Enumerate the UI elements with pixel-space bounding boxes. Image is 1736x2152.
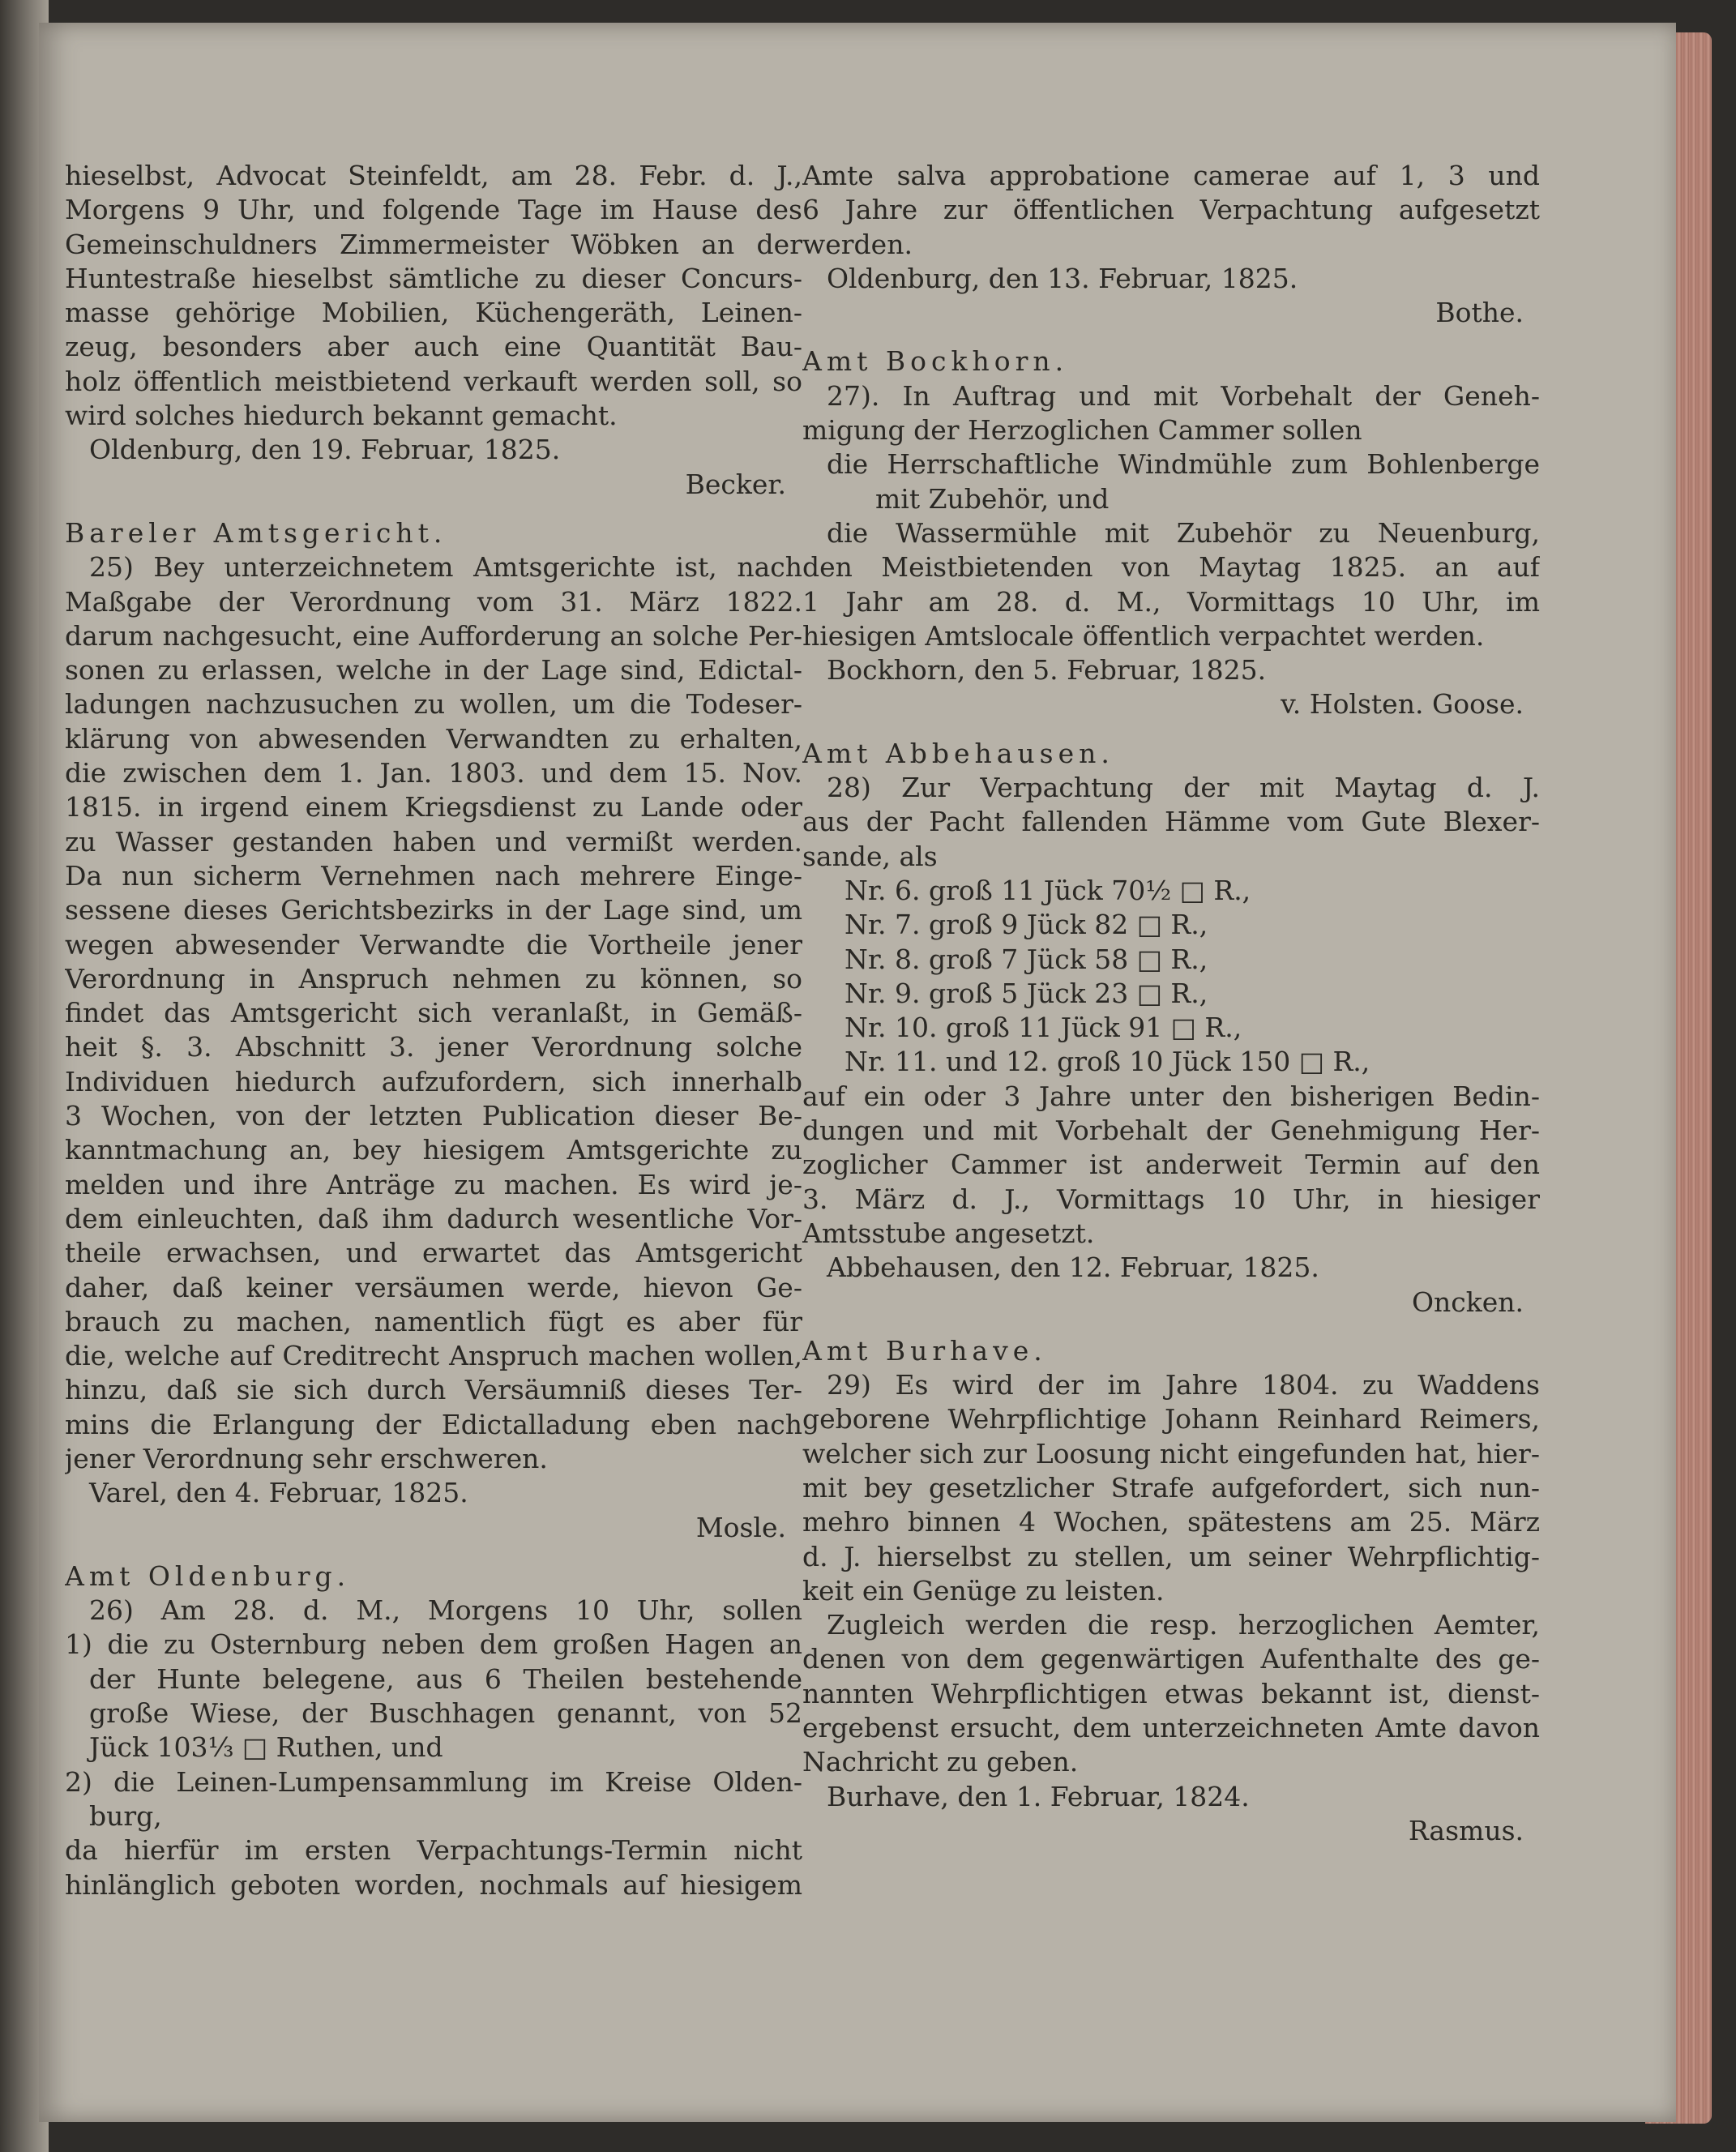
text-line: mit bey gesetzlicher Strafe aufgefordert, sich nun- bbox=[802, 1471, 1540, 1504]
text-line: Amte salva approbatione camerae auf 1, 3 und bbox=[802, 160, 1540, 191]
text-line: Huntestraße hieselbst sämtliche zu dieser Concurs- bbox=[65, 262, 802, 294]
text-line: 1) die zu Osternburg neben dem großen Hagen an bbox=[65, 1628, 802, 1661]
text-line: Burhave, den 1. Februar, 1824. bbox=[827, 1780, 1250, 1812]
text-line: ladungen nachzusuchen zu wollen, um die Todeser- bbox=[65, 688, 802, 721]
text-line: werden. bbox=[802, 228, 913, 260]
text-line: 29) Es wird der im Jahre 1804. zu Waddens bbox=[827, 1369, 1540, 1401]
section-heading: Bareler Amtsgericht. bbox=[65, 516, 447, 549]
signature-line: Mosle. bbox=[695, 1511, 786, 1543]
signature-line: Bothe. bbox=[1435, 297, 1524, 329]
text-line: 25) Bey unterzeichnetem Amtsgerichte ist, nach bbox=[89, 551, 802, 584]
text-line: kanntmachung an, bey hiesigem Amtsgerichte zu bbox=[65, 1134, 802, 1166]
text-line: auf ein oder 3 Jahre unter den bisherigen Bedin- bbox=[802, 1080, 1540, 1112]
text-line: Nr. 10. groß 11 Jück 91 □ R., bbox=[844, 1012, 1242, 1044]
text-line: die zwischen dem 1. Jan. 1803. und dem 15. Nov. bbox=[65, 757, 802, 789]
text-line: zoglicher Cammer ist anderweit Termin auf den bbox=[802, 1149, 1540, 1181]
text-line: keit ein Genüge zu leisten. bbox=[802, 1574, 1165, 1607]
text-line: migung der Herzoglichen Cammer sollen bbox=[802, 414, 1362, 447]
text-line: masse gehörige Mobilien, Küchengeräth, Leinen- bbox=[65, 297, 802, 329]
text-line: 2) die Leinen-Lumpensammlung im Kreise Olden- bbox=[65, 1765, 802, 1798]
text-line: Nr. 9. groß 5 Jück 23 □ R., bbox=[844, 977, 1208, 1009]
text-line: aus der Pacht fallenden Hämme vom Gute Blexer- bbox=[802, 806, 1540, 838]
text-line: Zugleich werden die resp. herzoglichen Aemter, bbox=[827, 1609, 1540, 1641]
signature-line: Rasmus. bbox=[1408, 1814, 1524, 1846]
text-line: da hierfür im ersten Verpachtungs-Termin nicht bbox=[65, 1834, 802, 1867]
text-line: Individuen hiedurch aufzufordern, sich innerhalb bbox=[65, 1065, 802, 1097]
text-line: mit Zubehör, und bbox=[875, 482, 1110, 515]
text-line: 28) Zur Verpachtung der mit Maytag d. J. bbox=[827, 772, 1540, 804]
text-line: welcher sich zur Loosung nicht eingefunden hat, hier- bbox=[802, 1437, 1540, 1470]
text-line: hinlänglich geboten worden, nochmals auf hiesigem bbox=[65, 1868, 802, 1901]
text-line: nannten Wehrpflichtigen etwas bekannt ist, dienst- bbox=[802, 1677, 1540, 1709]
text-line: Nr. 6. groß 11 Jück 70½ □ R., bbox=[844, 874, 1251, 906]
text-line: Maßgabe der Verordnung vom 31. März 1822. bbox=[65, 585, 802, 618]
text-line: sonen zu erlassen, welche in der Lage sind, Edictal- bbox=[65, 654, 802, 687]
text-line: holz öffentlich meistbietend verkauft werden soll, so bbox=[65, 365, 802, 397]
text-line: Nr. 8. groß 7 Jück 58 □ R., bbox=[844, 943, 1208, 975]
text-line: Varel, den 4. Februar, 1825. bbox=[89, 1477, 468, 1509]
text-line: hieselbst, Advocat Steinfeldt, am 28. Febr. d. J., bbox=[65, 160, 802, 191]
text-line: mehro binnen 4 Wochen, spätestens am 25. März bbox=[802, 1506, 1540, 1538]
text-line: jener Verordnung sehr erschweren. bbox=[65, 1442, 548, 1474]
text-line: klärung von abwesenden Verwandten zu erhalten, bbox=[65, 722, 802, 755]
text-line: 6 Jahre zur öffentlichen Verpachtung aufgesetzt bbox=[802, 194, 1540, 226]
text-line: 3 Wochen, von der letzten Publication dieser Be- bbox=[65, 1100, 802, 1132]
text-line: brauch zu machen, namentlich fügt es aber für bbox=[65, 1305, 802, 1337]
text-line: Bockhorn, den 5. Februar, 1825. bbox=[827, 654, 1267, 687]
text-line: 1815. in irgend einem Kriegsdienst zu Lande oder bbox=[65, 791, 802, 824]
text-line: daher, daß keiner versäumen werde, hievon Ge- bbox=[65, 1271, 802, 1303]
section-heading: Amt Abbehausen. bbox=[802, 737, 1114, 769]
text-line: wird solches hiedurch bekannt gemacht. bbox=[65, 400, 618, 432]
text-line: d. J. hierselbst zu stellen, um seiner Wehrpflichtig- bbox=[802, 1540, 1540, 1572]
text-line: wegen abwesender Verwandte die Vortheile jener bbox=[65, 928, 802, 960]
text-line: darum nachgesucht, eine Aufforderung an solche Per- bbox=[65, 619, 802, 652]
section-heading: Amt Bockhorn. bbox=[802, 345, 1069, 378]
text-line: hinzu, daß sie sich durch Versäumniß dieses Ter- bbox=[65, 1374, 802, 1406]
text-line: die Wassermühle mit Zubehör zu Neuenburg, bbox=[827, 516, 1540, 549]
text-line: Nr. 7. groß 9 Jück 82 □ R., bbox=[844, 909, 1208, 941]
signature-line: Oncken. bbox=[1411, 1286, 1524, 1318]
text-line: Nr. 11. und 12. groß 10 Jück 150 □ R., bbox=[844, 1046, 1370, 1078]
text-line: große Wiese, der Buschhagen genannt, von 52 bbox=[89, 1697, 802, 1730]
text-line: findet das Amtsgericht sich veranlaßt, in Gemäß- bbox=[65, 997, 802, 1029]
text-line: burg, bbox=[89, 1799, 162, 1832]
text-line: dem einleuchten, daß ihm dadurch wesentliche Vor- bbox=[65, 1202, 802, 1234]
text-line: hiesigen Amtslocale öffentlich verpachtet werden. bbox=[802, 619, 1485, 652]
text-line: Jück 103⅓ □ Ruthen, und bbox=[89, 1731, 443, 1764]
text-line: 27). In Auftrag und mit Vorbehalt der Geneh- bbox=[827, 379, 1540, 412]
text-line: Da nun sicherm Vernehmen nach mehrere Einge- bbox=[65, 859, 802, 892]
text-line: Nachricht zu geben. bbox=[802, 1746, 1079, 1778]
signature-line: v. Holsten. Goose. bbox=[1281, 688, 1524, 721]
signature-line: Becker. bbox=[685, 468, 786, 500]
text-line: sande, als bbox=[802, 840, 938, 872]
text-line: zu Wasser gestanden haben und vermißt werden. bbox=[65, 825, 802, 858]
text-line: 1 Jahr am 28. d. M., Vormittags 10 Uhr, im bbox=[802, 585, 1540, 618]
text-line: Gemeinschuldners Zimmermeister Wöbken an der bbox=[65, 228, 802, 260]
section-heading: Amt Oldenburg. bbox=[65, 1559, 351, 1592]
text-line: ergebenst ersucht, dem unterzeichneten Amte davon bbox=[802, 1712, 1540, 1744]
text-line: dungen und mit Vorbehalt der Genehmigung Her- bbox=[802, 1115, 1540, 1147]
text-line: die, welche auf Creditrecht Anspruch machen wollen, bbox=[65, 1340, 802, 1372]
text-line: Amtsstube angesetzt. bbox=[802, 1217, 1095, 1249]
text-line: zeug, besonders aber auch eine Quantität Bau- bbox=[65, 331, 802, 363]
right-column bbox=[802, 159, 1540, 1848]
text-line: Oldenburg, den 13. Februar, 1825. bbox=[827, 262, 1298, 294]
text-line: Oldenburg, den 19. Februar, 1825. bbox=[89, 434, 561, 466]
text-line: Verordnung in Anspruch nehmen zu können, so bbox=[65, 962, 802, 995]
text-line: heit §. 3. Abschnitt 3. jener Verordnung solche bbox=[65, 1031, 802, 1063]
text-line: den Meistbietenden von Maytag 1825. an auf bbox=[802, 551, 1540, 584]
text-line: theile erwachsen, und erwartet das Amtsgericht bbox=[65, 1237, 802, 1269]
text-line: sessene dieses Gerichtsbezirks in der Lage sind, um bbox=[65, 894, 802, 926]
left-column bbox=[65, 159, 802, 1902]
text-line: 3. März d. J., Vormittags 10 Uhr, in hiesiger bbox=[802, 1183, 1540, 1215]
text-line: 26) Am 28. d. M., Morgens 10 Uhr, sollen bbox=[89, 1594, 802, 1627]
text-line: der Hunte belegene, aus 6 Theilen bestehende bbox=[89, 1662, 802, 1695]
text-line: Abbehausen, den 12. Februar, 1825. bbox=[827, 1251, 1319, 1284]
text-line: geborene Wehrpflichtige Johann Reinhard Reimers, bbox=[802, 1403, 1540, 1435]
section-heading: Amt Burhave. bbox=[802, 1334, 1047, 1367]
text-line: die Herrschaftliche Windmühle zum Bohlenberge bbox=[827, 448, 1540, 481]
text-line: mins die Erlangung der Edictalladung eben nach bbox=[65, 1408, 802, 1440]
text-line: Morgens 9 Uhr, und folgende Tage im Hause des bbox=[65, 194, 802, 226]
text-line: melden und ihre Anträge zu machen. Es wird je- bbox=[65, 1168, 802, 1200]
text-line: denen von dem gegenwärtigen Aufenthalte des ge- bbox=[802, 1643, 1540, 1675]
